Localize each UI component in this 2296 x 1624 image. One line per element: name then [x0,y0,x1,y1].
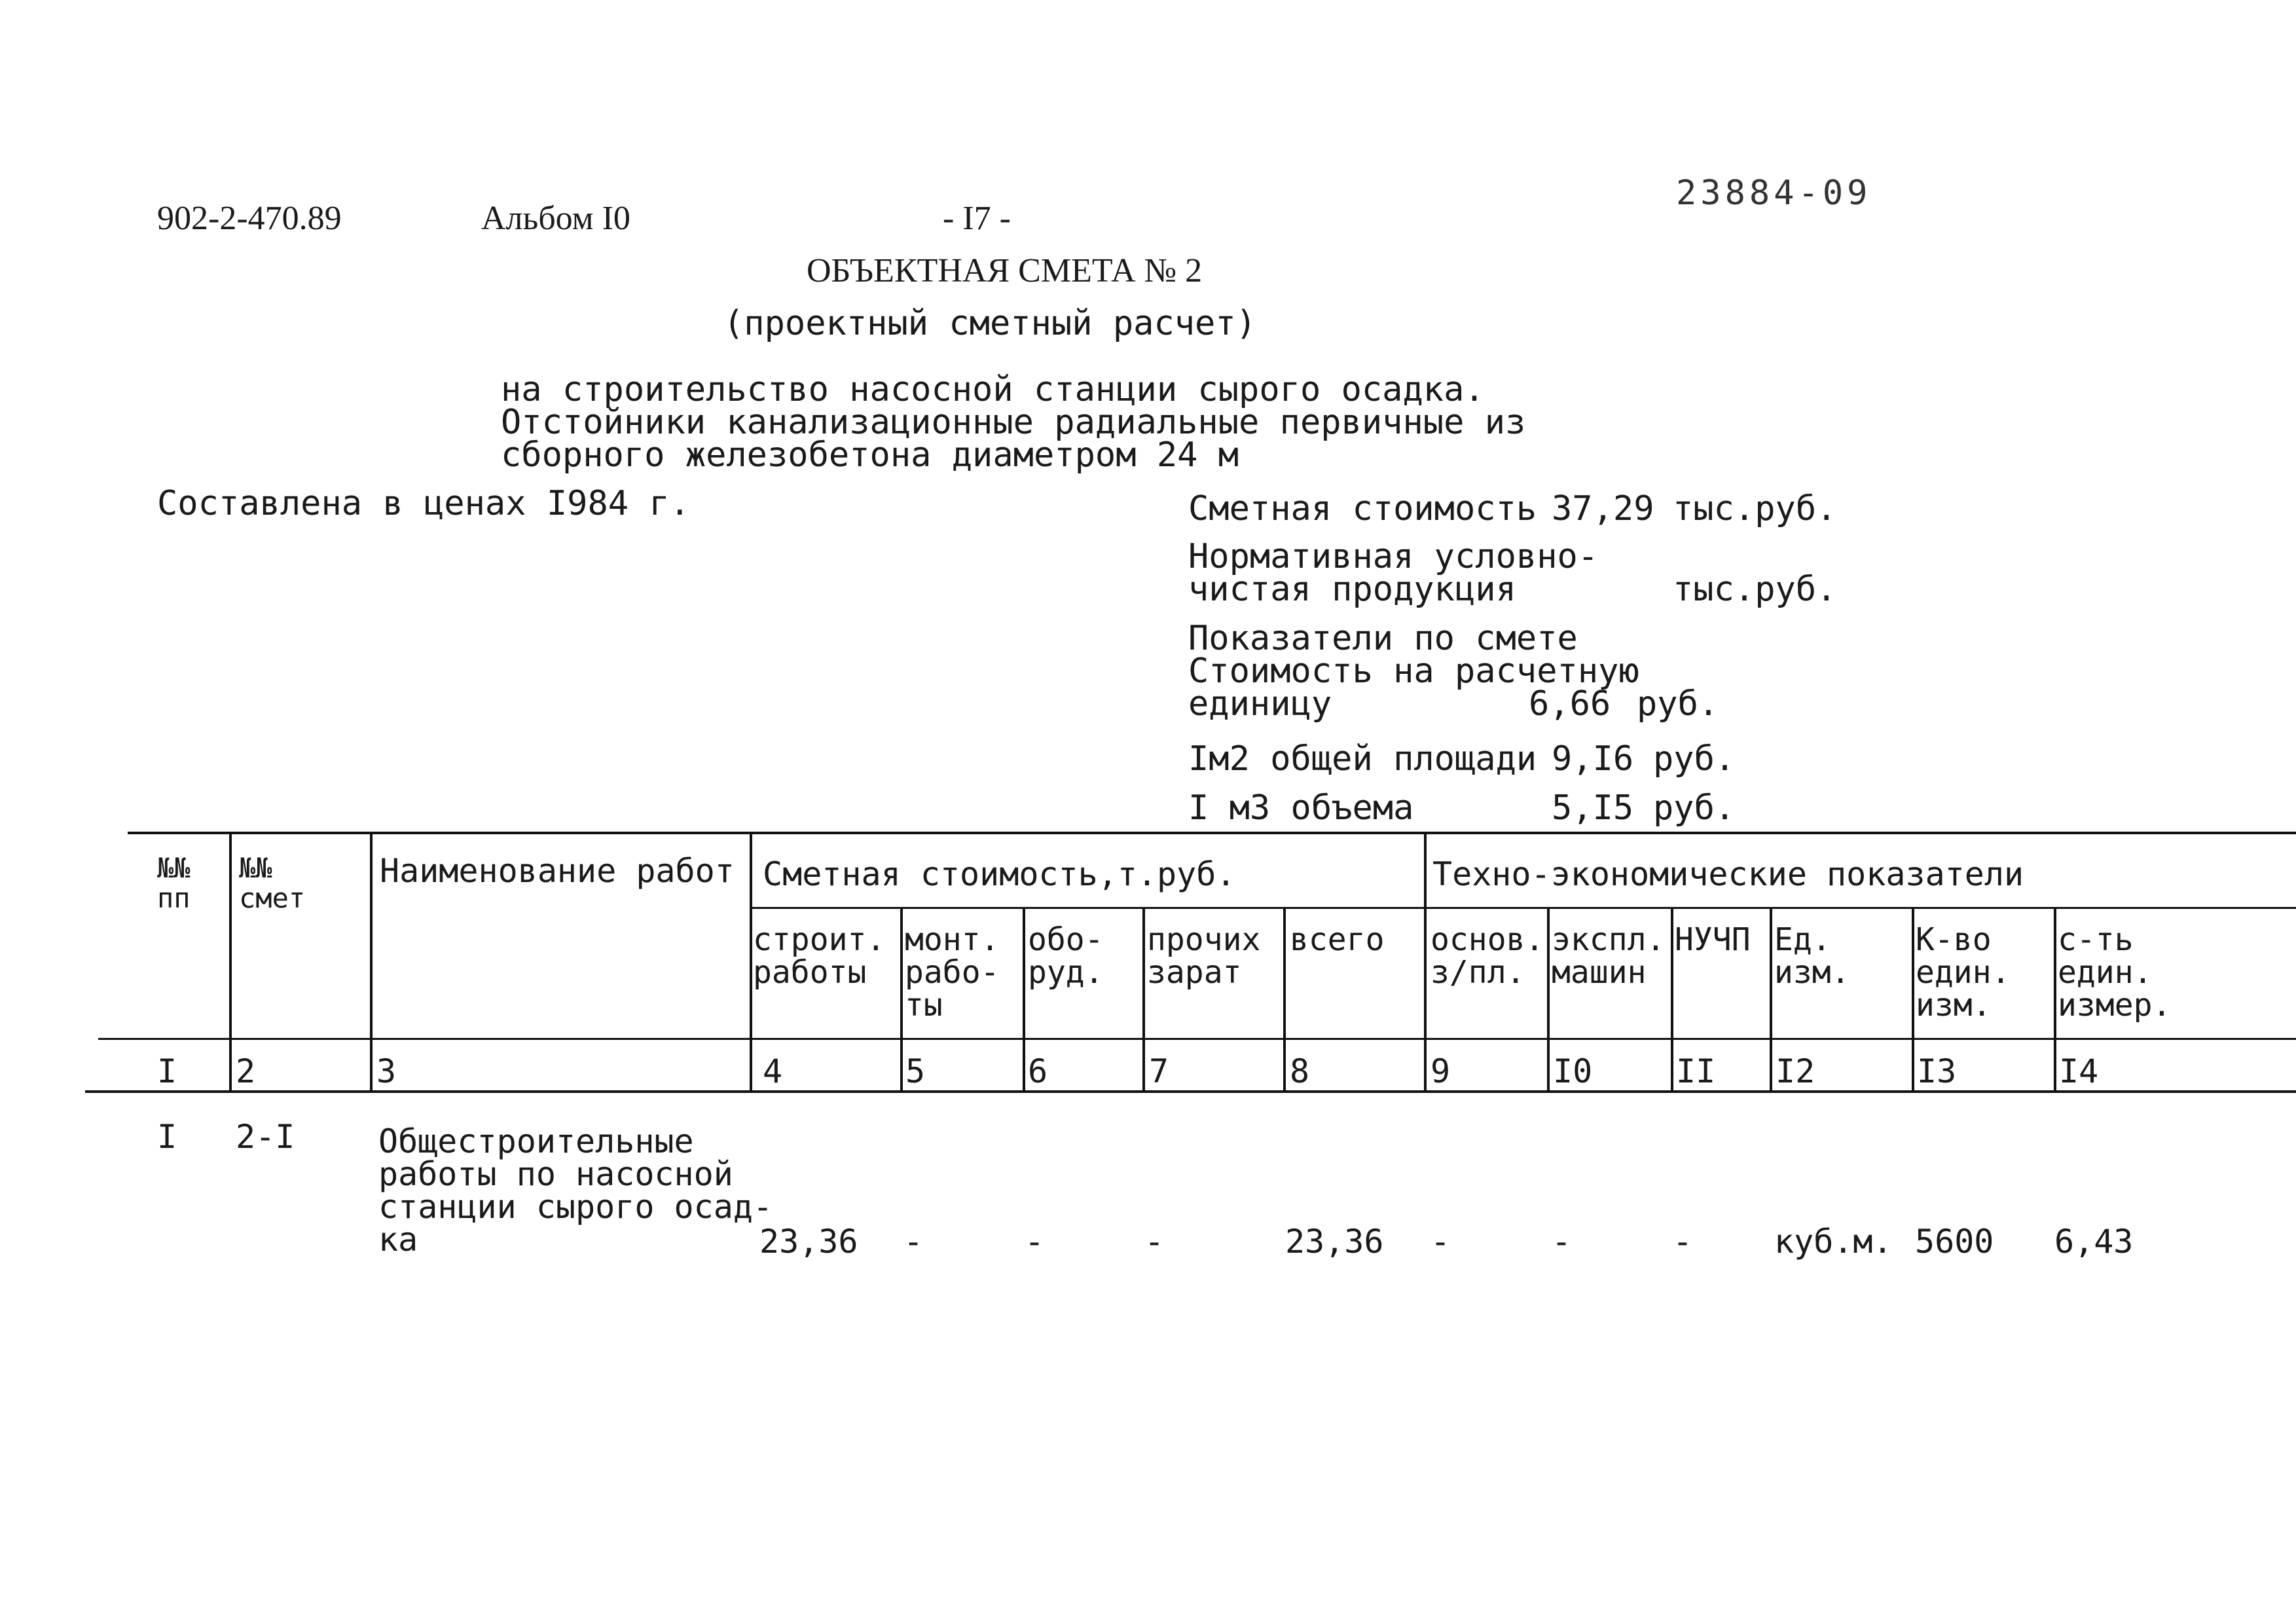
col-divider [1424,833,1427,1092]
unit-cost-unit: руб. [1637,684,1719,724]
album-label: Альбом I0 [481,200,630,237]
col-number: 6 [1028,1052,1048,1090]
col-number: I [157,1052,177,1090]
page-title: ОБЪЕКТНАЯ СМЕТА № 2 [807,252,1203,289]
page-number: - I7 - [943,200,1011,237]
header-installation-works: монт. рабо- ты [905,921,1000,1024]
unit-cost-value: 6,66 [1529,684,1611,724]
header-equipment: обо- руд. [1028,921,1104,991]
col-number: II [1676,1052,1716,1090]
table-top-rule [128,832,2296,834]
area-value: 9,I6 [1552,739,1634,779]
col-number: 8 [1290,1052,1310,1090]
row-nuchp: - [1673,1223,1693,1261]
indicators-label-1: Показатели по смете [1188,619,1578,658]
volume-value: 5,I5 [1552,788,1634,828]
header-base-wages: основ. з/пл. [1430,921,1544,991]
estimate-cost-value: 37,29 [1552,489,1654,528]
header-tech-group: Техно-экономические показатели [1432,855,2024,893]
stamp-number: 23884-09 [1676,174,1872,213]
header-unit-cost: с-ть един. измер. [2058,921,2172,1024]
col-divider [2054,908,2056,1092]
prices-note: Составлена в ценах I984 г. [157,484,690,523]
row-unit: куб.м. [1774,1223,1893,1261]
row-installation-cost: - [903,1223,924,1261]
col-number: I3 [1917,1052,1957,1090]
subject-line-2: Отстойники канализационные радиальные первичные из [501,403,1526,442]
volume-label: I м3 объема [1188,788,1414,828]
header-total: всего [1290,921,1385,958]
col-number: 2 [236,1052,256,1090]
row-work-name: Общестроительные работы по насосной станции сырого осад- ка [378,1122,773,1259]
subject-line-3: сборного железобетона диаметром 24 м [501,435,1239,475]
header-construction-works: строит. работы [753,921,886,991]
header-unit: Ед. изм. [1774,921,1850,991]
col-number: I0 [1553,1052,1593,1090]
header-bottom-rule [98,1038,2296,1040]
col-divider [900,908,903,1092]
header-pp: №№ пп [157,852,191,914]
row-base-wages: - [1430,1223,1451,1261]
row-pp: I [157,1118,177,1156]
header-cost-group: Сметная стоимость,т.руб. [763,855,1236,893]
header-other-costs: прочих зарат [1147,921,1261,991]
col-divider [229,833,232,1092]
col-number: 3 [376,1052,397,1090]
header-machine-operation: экспл. машин [1552,921,1666,991]
col-divider [750,833,752,1092]
area-label: Iм2 общей площади [1188,739,1537,779]
number-row-rule [85,1090,2296,1093]
subject-line-1: на строительство насосной станции сырого осадка. [501,370,1485,409]
row-unit-cost: 6,43 [2054,1223,2134,1261]
normative-unit: тыс.руб. [1673,570,1837,609]
col-divider [1912,908,1914,1092]
page-subtitle: (проектный сметный расчет) [723,304,1256,343]
normative-label-1: Нормативная условно- [1188,537,1599,576]
col-number: 5 [905,1052,926,1090]
volume-unit: руб. [1653,788,1736,828]
col-number: 7 [1149,1052,1169,1090]
document-code: 902-2-470.89 [157,200,342,237]
row-machine-operation: - [1552,1223,1572,1261]
row-estimate-number: 2-I [236,1118,295,1156]
col-divider [370,833,373,1092]
col-divider [1023,908,1025,1092]
indicators-label-2: Стоимость на расчетную [1188,652,1639,691]
row-construction-cost: 23,36 [759,1223,858,1261]
row-other-cost: - [1144,1223,1165,1261]
estimate-cost-unit: тыс.руб. [1673,489,1837,528]
col-divider [1770,908,1772,1092]
row-unit-quantity: 5600 [1915,1223,1994,1261]
indicators-label-3: единицу [1188,684,1332,724]
header-group-rule [750,907,2296,909]
col-number: I4 [2059,1052,2099,1090]
col-divider [1547,908,1550,1092]
row-equipment-cost: - [1025,1223,1045,1261]
area-unit: руб. [1653,739,1736,779]
header-work-name: Наименование работ [380,852,735,890]
header-unit-quantity: К-во един. изм. [1916,921,2011,1024]
header-smet: №№ смет [239,852,306,914]
col-divider [1283,908,1286,1092]
header-nuchp: НУЧП [1675,921,1751,958]
estimate-cost-label: Сметная стоимость [1188,489,1537,528]
col-divider [1142,908,1145,1092]
col-divider [1671,908,1673,1092]
col-number: I2 [1776,1052,1815,1090]
normative-label-2: чистая продукция [1188,570,1516,609]
col-number: 9 [1430,1052,1451,1090]
row-total-cost: 23,36 [1285,1223,1384,1261]
col-number: 4 [763,1052,783,1090]
